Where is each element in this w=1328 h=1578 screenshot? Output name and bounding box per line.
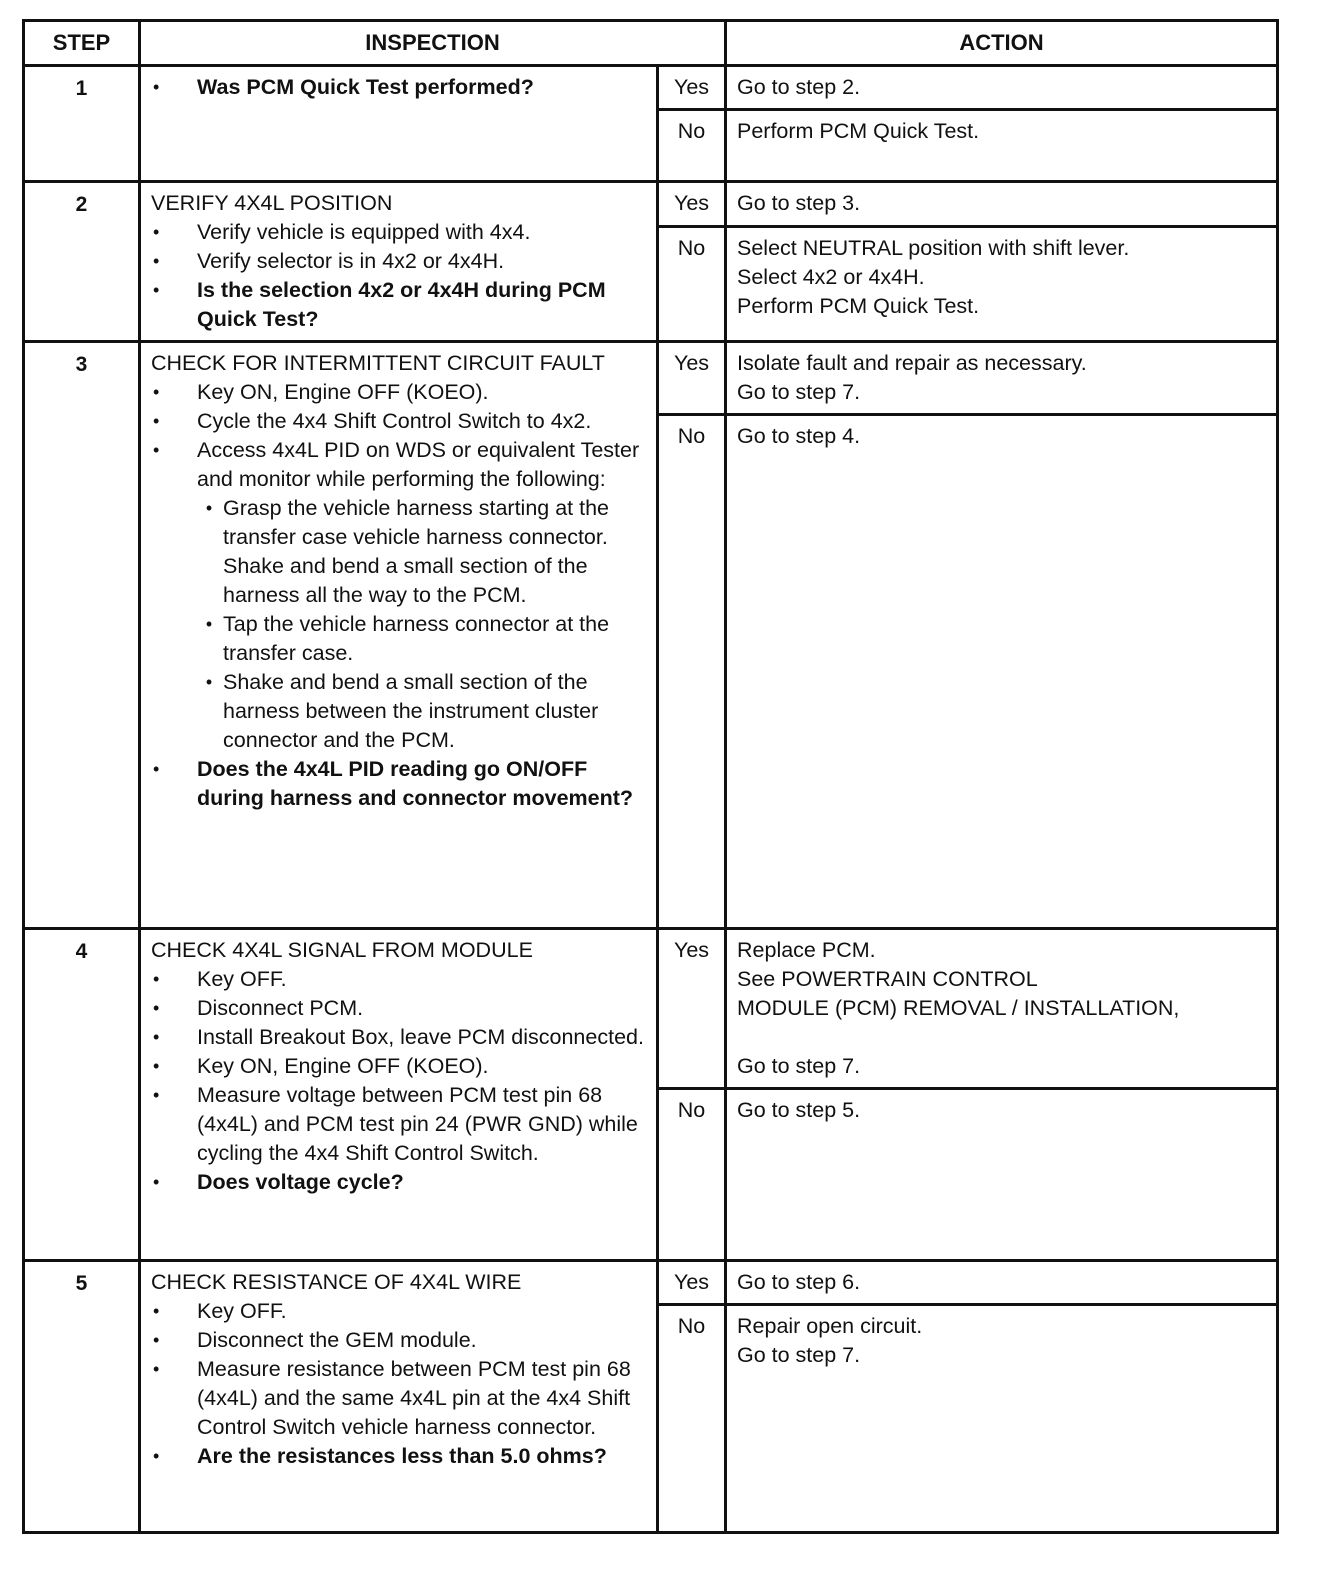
step-number: 1 [24, 66, 140, 182]
action-line: See POWERTRAIN CONTROL [737, 967, 1038, 991]
action-line: Repair open circuit. [737, 1314, 923, 1338]
bullet-text: Key ON, Engine OFF (KOEO). [197, 380, 489, 404]
bullet-item [151, 378, 646, 407]
action-line: Go to step 2. [737, 75, 861, 99]
bullet-text: Grasp the vehicle harness starting at the transfer case vehicle harness connector. Shake and bend a small section of the harness all the way to the PCM. [223, 496, 610, 607]
yes-label: Yes [658, 342, 726, 415]
bullet-icon: • [153, 1330, 160, 1350]
header-action: ACTION [726, 21, 1278, 66]
table-row [24, 342, 1278, 415]
bullet-item [151, 1023, 646, 1052]
action-line: MODULE (PCM) REMOVAL / INSTALLATION, [737, 996, 1180, 1020]
bullet-item [151, 1326, 646, 1355]
action-line: Go to step 7. [737, 380, 861, 404]
bullet-text: Verify selector is in 4x2 or 4x4H. [197, 249, 505, 273]
action-line: Select 4x2 or 4x4H. [737, 265, 925, 290]
bullet-icon: • [205, 672, 213, 692]
bullet-text: Key ON, Engine OFF (KOEO). [197, 1054, 489, 1078]
yes-action [726, 929, 1278, 1089]
no-label: No [658, 110, 726, 182]
bullet-item [151, 1081, 646, 1168]
yes-label: Yes [658, 66, 726, 110]
table-row [24, 66, 1278, 110]
table-row [24, 929, 1278, 1089]
yes-action [726, 1261, 1278, 1305]
inspection-cell [140, 929, 658, 1261]
bullet-item [151, 73, 646, 102]
bullet-icon: • [153, 759, 160, 779]
bullet-item [151, 994, 646, 1023]
bullet-icon: • [153, 440, 160, 460]
bullet-text: Key OFF. [197, 1299, 287, 1323]
bullet-text: Verify vehicle is equipped with 4x4. [197, 220, 531, 244]
inspection-cell [140, 182, 658, 342]
header-step: STEP [24, 21, 140, 66]
no-action [726, 415, 1278, 929]
header-row [24, 21, 1278, 66]
step-title: CHECK 4X4L SIGNAL FROM MODULE [151, 938, 533, 962]
yes-label: Yes [658, 929, 726, 1089]
no-label: No [658, 1305, 726, 1533]
action-line: Go to step 3. [737, 191, 861, 215]
bullet-text: Measure resistance between PCM test pin 68 (4x4L) and the same 4x4L pin at the 4x4 Shift Control Switch vehicle harness connector. [197, 1357, 631, 1439]
bullet-icon: • [153, 382, 160, 402]
no-action [726, 1089, 1278, 1261]
sub-bullet-item [151, 668, 646, 755]
bullet-item [151, 1168, 646, 1197]
bullet-text: Disconnect the GEM module. [197, 1328, 477, 1352]
step-number: 3 [24, 342, 140, 929]
step-title: CHECK RESISTANCE OF 4X4L WIRE [151, 1270, 522, 1294]
table-row [24, 1261, 1278, 1305]
bullet-item [151, 1442, 646, 1471]
bullet-text: Cycle the 4x4 Shift Control Switch to 4x2. [197, 409, 592, 433]
bullet-text: Was PCM Quick Test performed? [197, 75, 534, 99]
no-label: No [658, 1089, 726, 1261]
bullet-text: Does the 4x4L PID reading go ON/OFF during harness and connector movement? [197, 757, 634, 810]
table-body [24, 66, 1278, 1533]
yes-label: Yes [658, 182, 726, 227]
bullet-item [151, 1052, 646, 1081]
yes-action [726, 342, 1278, 415]
bullet-text: Key OFF. [197, 967, 287, 991]
bullet-icon: • [153, 1027, 160, 1047]
bullet-icon: • [153, 222, 160, 242]
no-label: No [658, 227, 726, 342]
action-line: Go to step 5. [737, 1098, 861, 1122]
yes-label: Yes [658, 1261, 726, 1305]
bullet-icon: • [153, 1359, 160, 1379]
step-title: CHECK FOR INTERMITTENT CIRCUIT FAULT [151, 351, 605, 375]
bullet-icon: • [153, 251, 160, 271]
bullet-text: Access 4x4L PID on WDS or equivalent Tester and monitor while performing the following: [197, 438, 640, 491]
action-line: Go to step 7. [737, 1343, 861, 1367]
action-line: Perform PCM Quick Test. [737, 294, 980, 319]
bullet-icon: • [153, 411, 160, 431]
action-line: Go to step 7. [737, 1054, 861, 1078]
bullet-item [151, 218, 646, 247]
bullet-text: Tap the vehicle harness connector at the transfer case. [223, 612, 610, 665]
bullet-icon: • [205, 614, 213, 634]
bullet-icon: • [153, 1301, 160, 1321]
action-line: Perform PCM Quick Test. [737, 119, 980, 143]
action-line: Go to step 6. [737, 1270, 861, 1294]
bullet-text: Are the resistances less than 5.0 ohms? [197, 1444, 607, 1468]
inspection-cell [140, 1261, 658, 1533]
step-title: VERIFY 4X4L POSITION [151, 191, 393, 215]
bullet-icon: • [153, 77, 160, 97]
bullet-icon: • [153, 1172, 160, 1192]
bullet-item [151, 755, 646, 813]
action-line [737, 1023, 1266, 1052]
bullet-item [151, 965, 646, 994]
bullet-text: Measure voltage between PCM test pin 68 (4x4L) and PCM test pin 24 (PWR GND) while cycling the 4x4 Shift Control Switch. [197, 1083, 638, 1165]
bullet-text: Disconnect PCM. [197, 996, 364, 1020]
diagnostic-table [22, 19, 1279, 1534]
table-row [24, 182, 1278, 227]
step-number: 5 [24, 1261, 140, 1533]
yes-action [726, 182, 1278, 227]
bullet-icon: • [153, 1446, 160, 1466]
action-line: Isolate fault and repair as necessary. [737, 351, 1087, 375]
bullet-icon: • [153, 969, 160, 989]
step-number: 4 [24, 929, 140, 1261]
bullet-text: Shake and bend a small section of the harness between the instrument cluster connector and the PCM. [223, 670, 599, 752]
inspection-cell [140, 66, 658, 182]
bullet-icon: • [205, 498, 213, 518]
sub-bullet-item [151, 494, 646, 610]
sub-bullet-item [151, 610, 646, 668]
no-label: No [658, 415, 726, 929]
bullet-item [151, 247, 646, 276]
bullet-item [151, 407, 646, 436]
no-action [726, 1305, 1278, 1533]
yes-action [726, 66, 1278, 110]
action-line: Replace PCM. [737, 938, 876, 962]
bullet-item [151, 1355, 646, 1442]
action-line: Go to step 4. [737, 424, 861, 448]
bullet-icon: • [153, 998, 160, 1018]
step-number: 2 [24, 182, 140, 342]
bullet-text: Is the selection 4x2 or 4x4H during PCM Quick Test? [197, 278, 606, 331]
header-inspection: INSPECTION [140, 21, 726, 66]
action-line: Select NEUTRAL position with shift lever. [737, 236, 1130, 261]
inspection-cell [140, 342, 658, 929]
bullet-icon: • [153, 1056, 160, 1076]
bullet-icon: • [153, 280, 160, 300]
bullet-text: Install Breakout Box, leave PCM disconnected. [197, 1025, 644, 1049]
bullet-item [151, 1297, 646, 1326]
bullet-item [151, 276, 646, 334]
no-action [726, 110, 1278, 182]
bullet-icon: • [153, 1085, 160, 1105]
no-action [726, 227, 1278, 342]
bullet-item [151, 436, 646, 494]
bullet-text: Does voltage cycle? [197, 1170, 404, 1194]
